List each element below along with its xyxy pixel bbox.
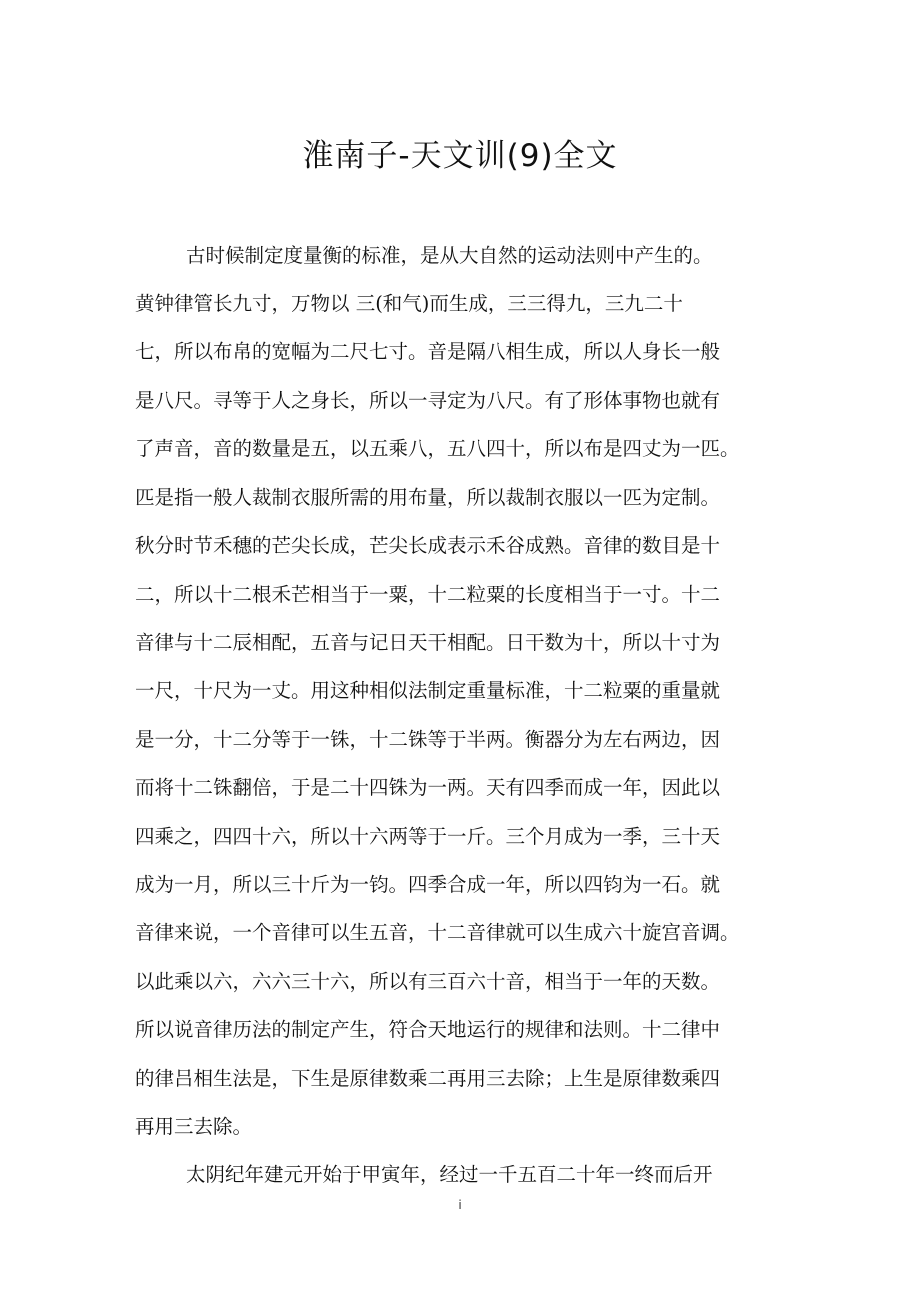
text-line: 秋分时节禾穗的芒尖长成，芒尖长成表示禾谷成熟。音律的数目是十 [135, 534, 721, 557]
document-title: 淮南子-天文训(9)全文 [302, 138, 618, 174]
page-number: i [458, 1198, 462, 1212]
text-line: 成为一月，所以三十斤为一钧。四季合成一年，所以四钧为一石。就 [135, 873, 721, 896]
text-line: 了声音，音的数量是五，以五乘八，五八四十，所以布是四丈为一匹。 [135, 437, 740, 460]
text-line: 是八尺。寻等于人之身长，所以一寻定为八尺。有了形体事物也就有 [135, 389, 721, 412]
text-line: 是一分，十二分等于一铢，十二铢等于半两。衡器分为左右两边，因 [135, 728, 721, 751]
text-line: 所以说音律历法的制定产生，符合天地运行的规律和法则。十二律中 [135, 1018, 721, 1041]
text-line: 二，所以十二根禾芒相当于一粟，十二粒粟的长度相当于一寸。十二 [135, 583, 721, 606]
text-line: 而将十二铢翻倍，于是二十四铢为一两。天有四季而成一年，因此以 [135, 776, 721, 799]
text-line: 古时候制定度量衡的标准，是从大自然的运动法则中产生的。 [186, 244, 713, 267]
text-line: 七，所以布帛的宽幅为二尺七寸。音是隔八相生成，所以人身长一般 [135, 340, 721, 363]
text-line: 的律吕相生法是，下生是原律数乘二再用三去除；上生是原律数乘四 [135, 1067, 721, 1090]
text-line: 音律与十二辰相配，五音与记日天干相配。日干数为十，所以十寸为 [135, 631, 721, 654]
text-line: 匹是指一般人裁制衣服所需的用布量，所以裁制衣服以一匹为定制。 [135, 486, 721, 509]
text-line: 以此乘以六，六六三十六，所以有三百六十音，相当于一年的天数。 [135, 970, 721, 993]
text-line: 一尺，十尺为一丈。用这种相似法制定重量标准，十二粒粟的重量就 [135, 679, 721, 702]
text-line: 再用三去除。 [135, 1115, 253, 1138]
text-line: 音律来说，一个音律可以生五音，十二音律就可以生成六十旋宫音调。 [135, 921, 740, 944]
text-line: 黄钟律管长九寸，万物以 三(和气)而生成，三三得九，三九二十 [135, 292, 683, 315]
text-line: 太阴纪年建元开始于甲寅年，经过一千五百二十年一终而后开 [186, 1163, 713, 1186]
text-line: 四乘之，四四十六，所以十六两等于一斤。三个月成为一季，三十天 [135, 825, 721, 848]
